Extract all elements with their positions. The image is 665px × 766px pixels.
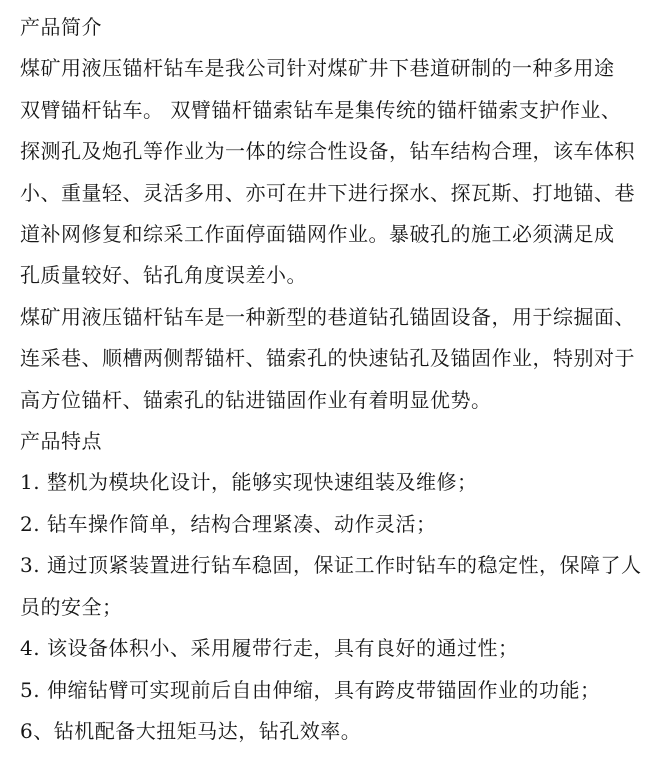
feature-item-5: 5. 伸缩钻臂可实现前后自由伸缩，具有跨皮带锚固作业的功能；	[20, 677, 601, 702]
intro-paragraph2-line-2: 连采巷、顺槽两侧帮锚杆、锚索孔的快速钻孔及锚固作业，特别对于	[20, 346, 635, 371]
feature-item-1: 1. 整机为模块化设计，能够实现快速组装及维修；	[20, 470, 478, 495]
intro-paragraph-line-6: 孔质量较好、钻孔角度误差小。	[20, 263, 307, 288]
feature-item-4: 4. 该设备体积小、采用履带行走，具有良好的通过性；	[20, 636, 519, 661]
feature-item-3-line-1: 3. 通过顶紧装置进行钻车稳固，保证工作时钻车的稳定性，保障了人	[20, 553, 642, 578]
intro-paragraph-line-1: 煤矿用液压锚杆钻车是我公司针对煤矿井下巷道研制的一种多用途	[20, 56, 615, 81]
feature-item-3-line-2: 员的安全；	[20, 594, 123, 619]
intro-paragraph-line-4: 小、重量轻、灵活多用、亦可在井下进行探水、探瓦斯、打地锚、巷	[20, 180, 635, 205]
intro-paragraph-line-5: 道补网修复和综采工作面停面锚网作业。暴破孔的施工必须满足成	[20, 222, 615, 247]
feature-item-6: 6、钻机配备大扭矩马达，钻孔效率。	[20, 718, 362, 743]
intro-paragraph2-line-1: 煤矿用液压锚杆钻车是一种新型的巷道钻孔锚固设备，用于综掘面、	[20, 304, 635, 329]
intro-paragraph-line-3: 探测孔及炮孔等作业为一体的综合性设备，钻车结构合理，该车体积	[20, 139, 635, 164]
intro-paragraph2-line-3: 高方位锚杆、锚索孔的钻进锚固作业有着明显优势。	[20, 387, 492, 412]
intro-paragraph-line-2: 双臂锚杆钻车。 双臂锚杆锚索钻车是集传统的锚杆锚索支护作业、	[20, 97, 622, 122]
section-heading-product-intro: 产品简介	[20, 15, 102, 39]
feature-item-2: 2. 钻车操作简单，结构合理紧凑、动作灵活；	[20, 511, 437, 536]
section-heading-product-features: 产品特点	[20, 429, 102, 454]
